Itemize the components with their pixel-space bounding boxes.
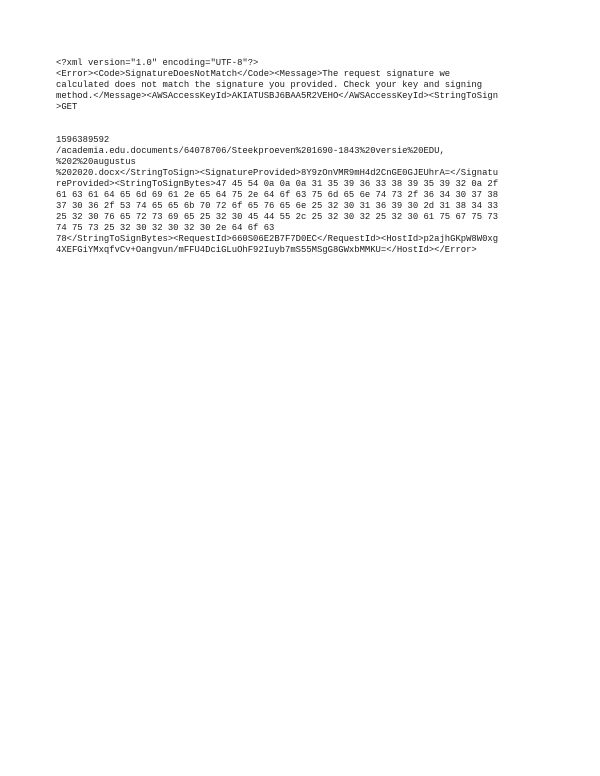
access-key-line: method.</Message><AWSAccessKeyId>AKIATUSBJ6BAA5R2VEHO</AWSAccessKeyId><StringToSign	[56, 91, 499, 101]
resource-path-line: %202%20augustus	[56, 157, 136, 167]
string-to-sign-bytes-line: 37 30 36 2f 53 74 65 65 6b 70 72 6f 65 76 65 6e 25 32 30 31 36 39 30 2d 31 38 34 33	[56, 201, 499, 211]
blank-line	[56, 124, 556, 135]
blank-line	[56, 113, 556, 124]
string-to-sign-method-line: >GET	[56, 102, 78, 112]
request-id-line: 78</StringToSignBytes><RequestId>660S06E2B7F7D0EC</RequestId><HostId>p2ajhGKpW8W0xg	[56, 234, 499, 244]
error-message-line: calculated does not match the signature you provided. Check your key and signing	[56, 80, 483, 90]
signature-provided-line: %202020.docx</StringToSign><SignatureProvided>8Y9zOnVMR9mH4d2CnGE0GJEUhrA=</Signatu	[56, 168, 499, 178]
xml-declaration-line: <?xml version="1.0" encoding="UTF-8"?>	[56, 58, 259, 68]
timestamp-line: 1596389592	[56, 135, 110, 145]
string-to-sign-bytes-line: reProvided><StringToSignBytes>47 45 54 0a 0a 0a 31 35 39 36 33 38 39 35 39 32 0a 2f	[56, 179, 499, 189]
xml-error-document	[56, 58, 556, 256]
string-to-sign-bytes-line: 61 63 61 64 65 6d 69 61 2e 65 64 75 2e 64 6f 63 75 6d 65 6e 74 73 2f 36 34 30 37 38	[56, 190, 499, 200]
string-to-sign-bytes-line: 74 75 73 25 32 30 32 30 32 30 2e 64 6f 63	[56, 223, 275, 233]
error-code-line: <Error><Code>SignatureDoesNotMatch</Code><Message>The request signature we	[56, 69, 451, 79]
host-id-line: 4XEFGiYMxqfvCv+Oangvun/mFFU4DciGLuOhF92Iuyb7mS55MSgG8GWxbMMKU=</HostId></Error>	[56, 245, 477, 255]
string-to-sign-bytes-line: 25 32 30 76 65 72 73 69 65 25 32 30 45 44 55 2c 25 32 30 32 25 32 30 61 75 67 75 73	[56, 212, 499, 222]
resource-path-line: /academia.edu.documents/64078706/Steekproeven%201690-1843%20versie%20EDU,	[56, 146, 445, 156]
